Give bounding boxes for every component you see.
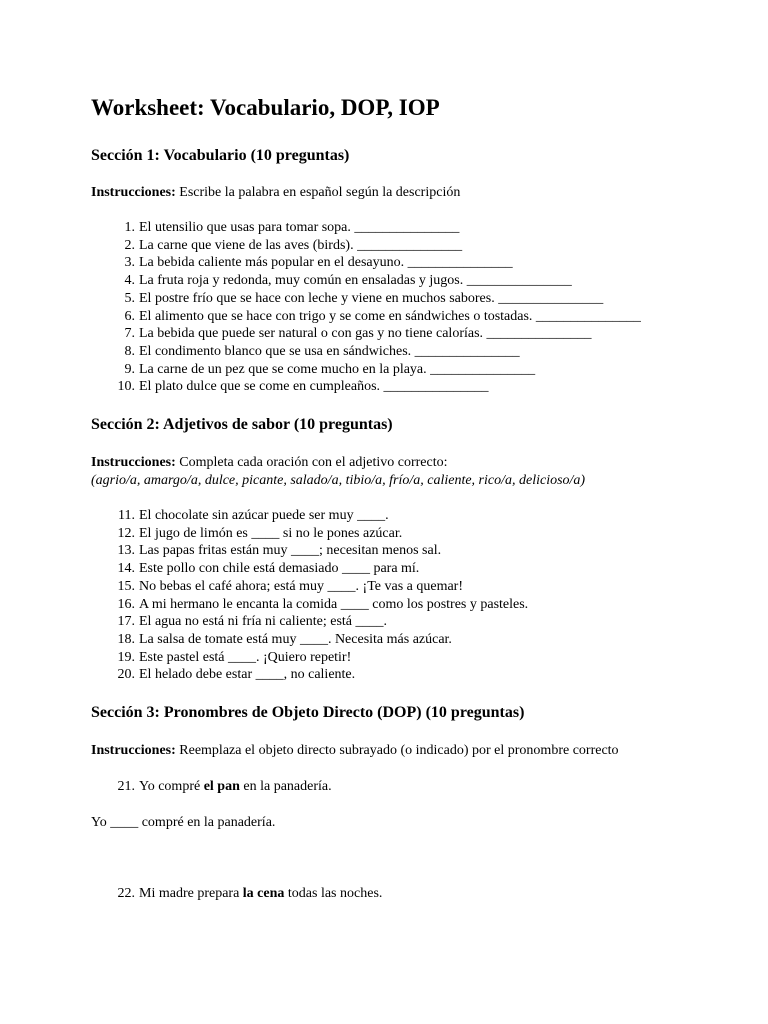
question-text: El alimento que se hace con trigo y se come en sándwiches o tostadas. _______________ (139, 308, 641, 324)
section-3-heading: Sección 3: Pronombres de Objeto Directo (DOP) (10 preguntas) (91, 704, 525, 722)
question-item (91, 254, 711, 272)
question-item (91, 631, 711, 649)
question-number: 5. (124, 290, 135, 306)
question-number: 21. (117, 779, 135, 795)
instructions-text: Completa cada oración con el adjetivo correcto: (175, 455, 448, 471)
question-text: La fruta roja y redonda, muy común en ensaladas y jugos. _______________ (139, 273, 572, 289)
question-text: Las papas fritas están muy ____; necesitan menos sal. (139, 543, 442, 559)
question-text: El plato dulce que se come en cumpleaños. _______________ (139, 379, 489, 395)
question-number: 6. (124, 308, 135, 324)
section-2-heading: Sección 2: Adjetivos de sabor (10 preguntas) (91, 416, 393, 434)
question-text: La carne que viene de las aves (birds). _______________ (139, 237, 463, 253)
question-number: 11. (118, 508, 135, 524)
section-3-instructions (91, 742, 711, 760)
section-1-heading: Sección 1: Vocabulario (10 preguntas) (91, 147, 350, 164)
instructions-text: Escribe la palabra en español según la descripción (175, 185, 461, 200)
adjective-options: (agrio/a, amargo/a, dulce, picante, salado/a, tibio/a, frío/a, caliente, rico/a, delicioso/a) (91, 473, 586, 489)
question-item (91, 649, 711, 667)
section-1-instructions (91, 184, 711, 202)
question-text: La bebida caliente más popular en el desayuno. _______________ (139, 255, 513, 271)
question-text: El chocolate sin azúcar puede ser muy ____. (139, 508, 389, 524)
question-text: La bebida que puede ser natural o con gas y no tiene calorías. _______________ (139, 326, 592, 342)
question-21 (91, 778, 711, 796)
question-text: A mi hermano le encanta la comida ____ como los postres y pasteles. (139, 596, 529, 612)
question-number: 22. (117, 886, 135, 902)
question-text: El postre frío que se hace con leche y viene en muchos sabores. _______________ (139, 290, 604, 306)
question-item (91, 560, 711, 578)
section-2-question-list (91, 507, 711, 684)
question-text: Este pollo con chile está demasiado ____ para mí. (139, 561, 420, 577)
question-number: 2. (124, 237, 135, 253)
question-number: 14. (117, 561, 135, 577)
question-number: 4. (124, 273, 135, 289)
question-22 (91, 885, 711, 903)
question-item (91, 325, 711, 343)
question-text: No bebas el café ahora; está muy ____. ¡Te vas a quemar! (139, 578, 463, 594)
question-text: El helado debe estar ____, no caliente. (139, 667, 356, 683)
question-item (91, 596, 711, 614)
question-item (91, 272, 711, 290)
question-text: El condimento blanco que se usa en sándwiches. _______________ (139, 343, 520, 359)
question-item (91, 578, 711, 596)
question-text: El utensilio que usas para tomar sopa. _______________ (139, 220, 460, 235)
question-text: La salsa de tomate está muy ____. Necesita más azúcar. (139, 631, 452, 647)
question-item (91, 308, 711, 326)
instructions-label: Instrucciones: (91, 743, 176, 759)
question-number: 12. (117, 525, 135, 541)
question-item (91, 378, 711, 396)
section-1-question-list (91, 219, 711, 396)
question-text: El jugo de limón es ____ si no le pones azúcar. (139, 525, 403, 541)
question-item (91, 343, 711, 361)
question-number: 9. (124, 361, 135, 377)
question-number: 19. (117, 649, 135, 665)
instructions-label: Instrucciones: (91, 185, 176, 200)
question-number: 16. (117, 596, 135, 612)
question-text: Yo compré el pan en la panadería. (139, 779, 332, 795)
question-text: El agua no está ni fría ni caliente; está ____. (139, 614, 388, 630)
question-number: 15. (117, 578, 135, 594)
question-number: 8. (124, 343, 135, 359)
worksheet-page (91, 94, 711, 903)
question-number: 13. (117, 543, 135, 559)
question-item (91, 219, 711, 237)
question-item (91, 525, 711, 543)
question-item (91, 290, 711, 308)
question-number: 17. (117, 614, 135, 630)
question-number: 20. (117, 667, 135, 683)
direct-object: la cena (242, 886, 285, 902)
question-number: 7. (124, 326, 135, 342)
question-item (91, 507, 711, 525)
worksheet-title: Worksheet: Vocabulario, DOP, IOP (91, 95, 440, 120)
question-number: 10. (117, 379, 135, 395)
instructions-text: Reemplaza el objeto directo subrayado (o indicado) por el pronombre correcto (175, 743, 619, 759)
question-item (91, 666, 711, 684)
question-item (91, 542, 711, 560)
instructions-label: Instrucciones: (91, 455, 176, 471)
question-text: Este pastel está ____. ¡Quiero repetir! (139, 649, 352, 665)
answer-line-21: Yo ____ compré en la panadería. (91, 815, 276, 831)
direct-object: el pan (203, 779, 240, 795)
question-item (91, 613, 711, 631)
question-number: 3. (124, 255, 135, 271)
question-text: La carne de un pez que se come mucho en la playa. _______________ (139, 361, 536, 377)
question-number: 18. (117, 631, 135, 647)
question-text: Mi madre prepara la cena todas las noches. (139, 886, 383, 902)
question-number: 1. (124, 220, 135, 235)
question-item (91, 361, 711, 379)
section-2-instructions (91, 454, 711, 472)
question-item (91, 237, 711, 255)
